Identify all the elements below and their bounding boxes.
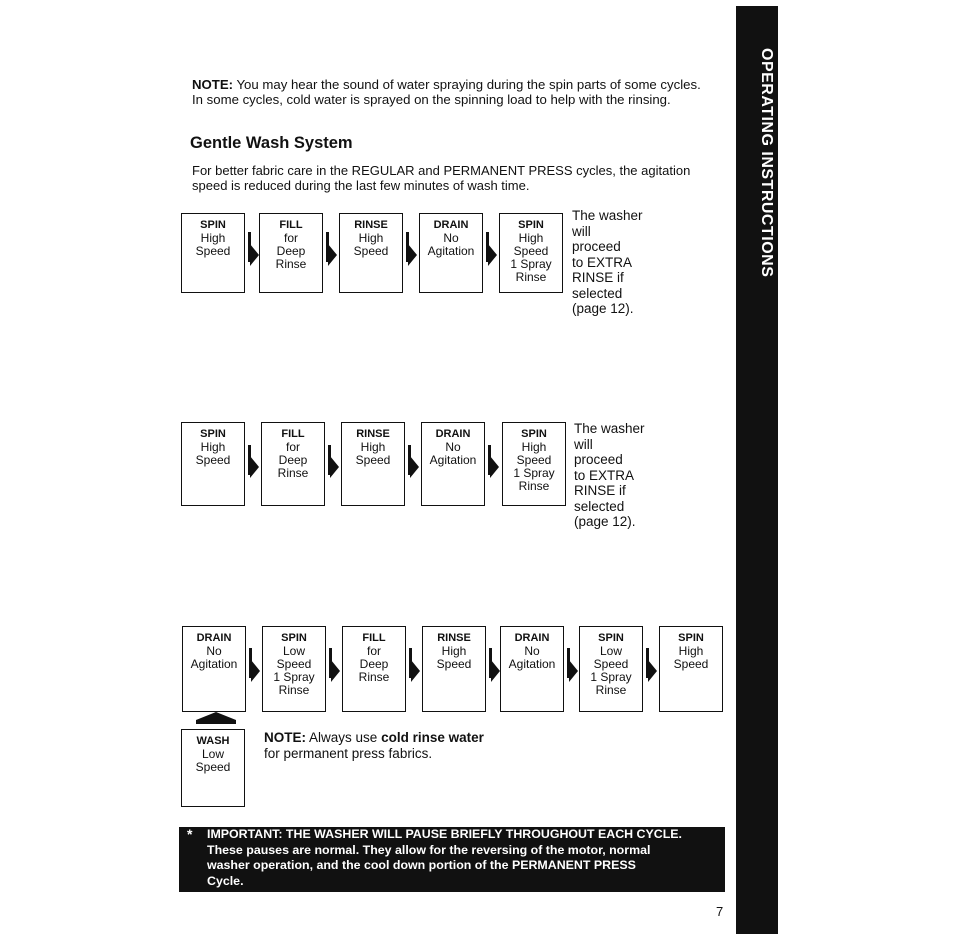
up-arrow-icon [196,712,236,724]
step-title: DRAIN [514,632,550,644]
flow-arrow-icon [408,244,417,266]
flow-arrow-icon [491,660,500,682]
step-line: High [678,644,704,658]
page-number: 7 [716,904,724,919]
side-note-line: to EXTRA [572,254,633,270]
step-line: No [206,644,222,658]
step-line: Speed [436,657,472,671]
step-line: Agitation [508,657,556,671]
step-line: Speed [353,244,389,258]
step-title: SPIN [281,632,307,644]
step-line: High [518,231,544,245]
step-line: No [445,440,461,454]
step-title: DRAIN [433,219,469,231]
cycle-step-box [500,626,564,712]
step-line: Deep [276,244,306,258]
side-note-line: RINSE if [572,270,624,285]
step-line: Speed [195,453,231,467]
step-line: Speed [276,657,312,671]
flow-arrow-icon [250,456,259,478]
important-line: Cycle. [207,873,244,888]
step-title: FILL [279,219,303,231]
asterisk: * [187,826,193,842]
sidebar-label: OPERATING INSTRUCTIONS [758,48,775,278]
side-note [574,421,645,530]
step-line: Rinse [515,270,547,284]
step-title: DRAIN [435,428,471,440]
step-line: Speed [673,657,709,671]
flow-arrow-icon [328,244,337,266]
side-note-line: selected [572,285,623,301]
step-line: for [366,644,381,658]
flow-arrow-icon [488,244,497,266]
cycle-step-box [419,213,483,293]
cycle-step-box [421,422,485,506]
side-note-line: will [572,223,591,239]
note-bottom [264,730,484,762]
flow-arrow-icon [331,660,340,682]
note-bottom-label: NOTE: [264,730,306,745]
step-line: 1 Spray [273,670,315,684]
step-line: High [200,440,226,454]
step-line: High [200,231,226,245]
important-line: washer operation, and the cool down portion of the PERMANENT PRESS [207,858,636,872]
step-line: Low [282,644,305,658]
side-note-line: proceed [572,239,621,254]
step-line: Agitation [429,453,477,467]
step-title: SPIN [200,219,226,231]
cycle-step-box [499,213,563,293]
important-line: IMPORTANT: THE WASHER WILL PAUSE BRIEFLY THROUGHOUT EACH CYCLE. [207,827,682,841]
flow-arrow-icon [569,660,578,682]
note-top-label: NOTE: [192,77,234,92]
note-bottom-text: Always use [309,730,378,745]
note-bottom-text: for permanent press fabrics. [264,746,433,761]
step-line: No [443,231,459,245]
flow-arrow-icon [250,244,259,266]
step-line: High [521,440,547,454]
step-title: FILL [281,428,305,440]
step-line: for [283,231,298,245]
step-line: Speed [513,244,549,258]
step-title: SPIN [678,632,704,644]
step-line: No [524,644,540,658]
note-top-text: You may hear the sound of water spraying during the spin parts of some cycles. In some cycles, cold water is sprayed on the spinning load to help with the rinsing. [192,77,701,107]
cycle-step-box [262,626,326,712]
cycle-step-box [181,213,245,293]
note-bottom-emphasis: cold rinse water [381,730,484,745]
step-line: Rinse [278,683,310,697]
step-line: Rinse [358,670,390,684]
cycle-step-box [502,422,566,506]
step-line: Speed [195,244,231,258]
step-title: SPIN [200,428,226,440]
step-line: Speed [593,657,629,671]
step-line: 1 Spray [513,466,555,480]
step-title: RINSE [437,632,471,644]
side-note-line: to EXTRA [574,467,635,483]
step-line: Rinse [275,257,307,271]
cycle-step-box [261,422,325,506]
side-note-line: The washer [574,421,645,436]
side-note-line: RINSE if [574,483,626,498]
side-note-line: selected [574,498,625,514]
step-title: DRAIN [196,632,232,644]
side-note [572,208,643,317]
step-line: Speed [355,453,391,467]
cycle-step-box [259,213,323,293]
step-line: Rinse [595,683,627,697]
step-line: Agitation [190,657,238,671]
wash-box [181,729,245,807]
important-line: These pauses are normal. They allow for the reversing of the motor, normal [207,842,651,857]
flow-arrow-icon [330,456,339,478]
flow-arrow-icon [490,456,499,478]
note-top [192,77,712,107]
side-note-line: (page 12). [572,301,634,316]
step-line: High [360,440,386,454]
step-line: Deep [278,453,308,467]
flow-arrow-icon [251,660,260,682]
side-note-line: The washer [572,208,643,223]
step-line: Low [599,644,622,658]
flow-arrow-icon [411,660,420,682]
section-intro: For better fabric care in the REGULAR and PERMANENT PRESS cycles, the agitation speed is reduced during the last few minutes of wash time. [192,163,691,193]
step-line: High [441,644,467,658]
step-line: for [285,440,300,454]
side-note-line: will [574,436,593,452]
flow-arrow-icon [648,660,657,682]
important-banner [179,827,725,892]
cycle-step-box [659,626,723,712]
side-note-line: proceed [574,452,623,467]
cycle-step-box [341,422,405,506]
step-title: WASH [196,735,230,747]
step-title: SPIN [521,428,547,440]
cycle-step-box [181,422,245,506]
step-title: SPIN [518,219,544,231]
flow-arrow-icon [410,456,419,478]
cycle-step-box [342,626,406,712]
step-title: RINSE [354,219,388,231]
step-line: Speed [195,760,231,774]
step-line: High [358,231,384,245]
step-line: Low [201,747,224,761]
step-title: SPIN [598,632,624,644]
step-title: RINSE [356,428,390,440]
cycle-step-box [422,626,486,712]
step-line: Rinse [518,479,550,493]
step-line: Deep [359,657,389,671]
step-title: FILL [362,632,386,644]
step-line: 1 Spray [510,257,552,271]
cycle-step-box [339,213,403,293]
step-line: 1 Spray [590,670,632,684]
cycle-step-box [579,626,643,712]
side-note-line: (page 12). [574,514,636,529]
step-line: Speed [516,453,552,467]
section-heading: Gentle Wash System [190,134,353,152]
step-line: Rinse [277,466,309,480]
cycle-step-box [182,626,246,712]
step-line: Agitation [427,244,475,258]
